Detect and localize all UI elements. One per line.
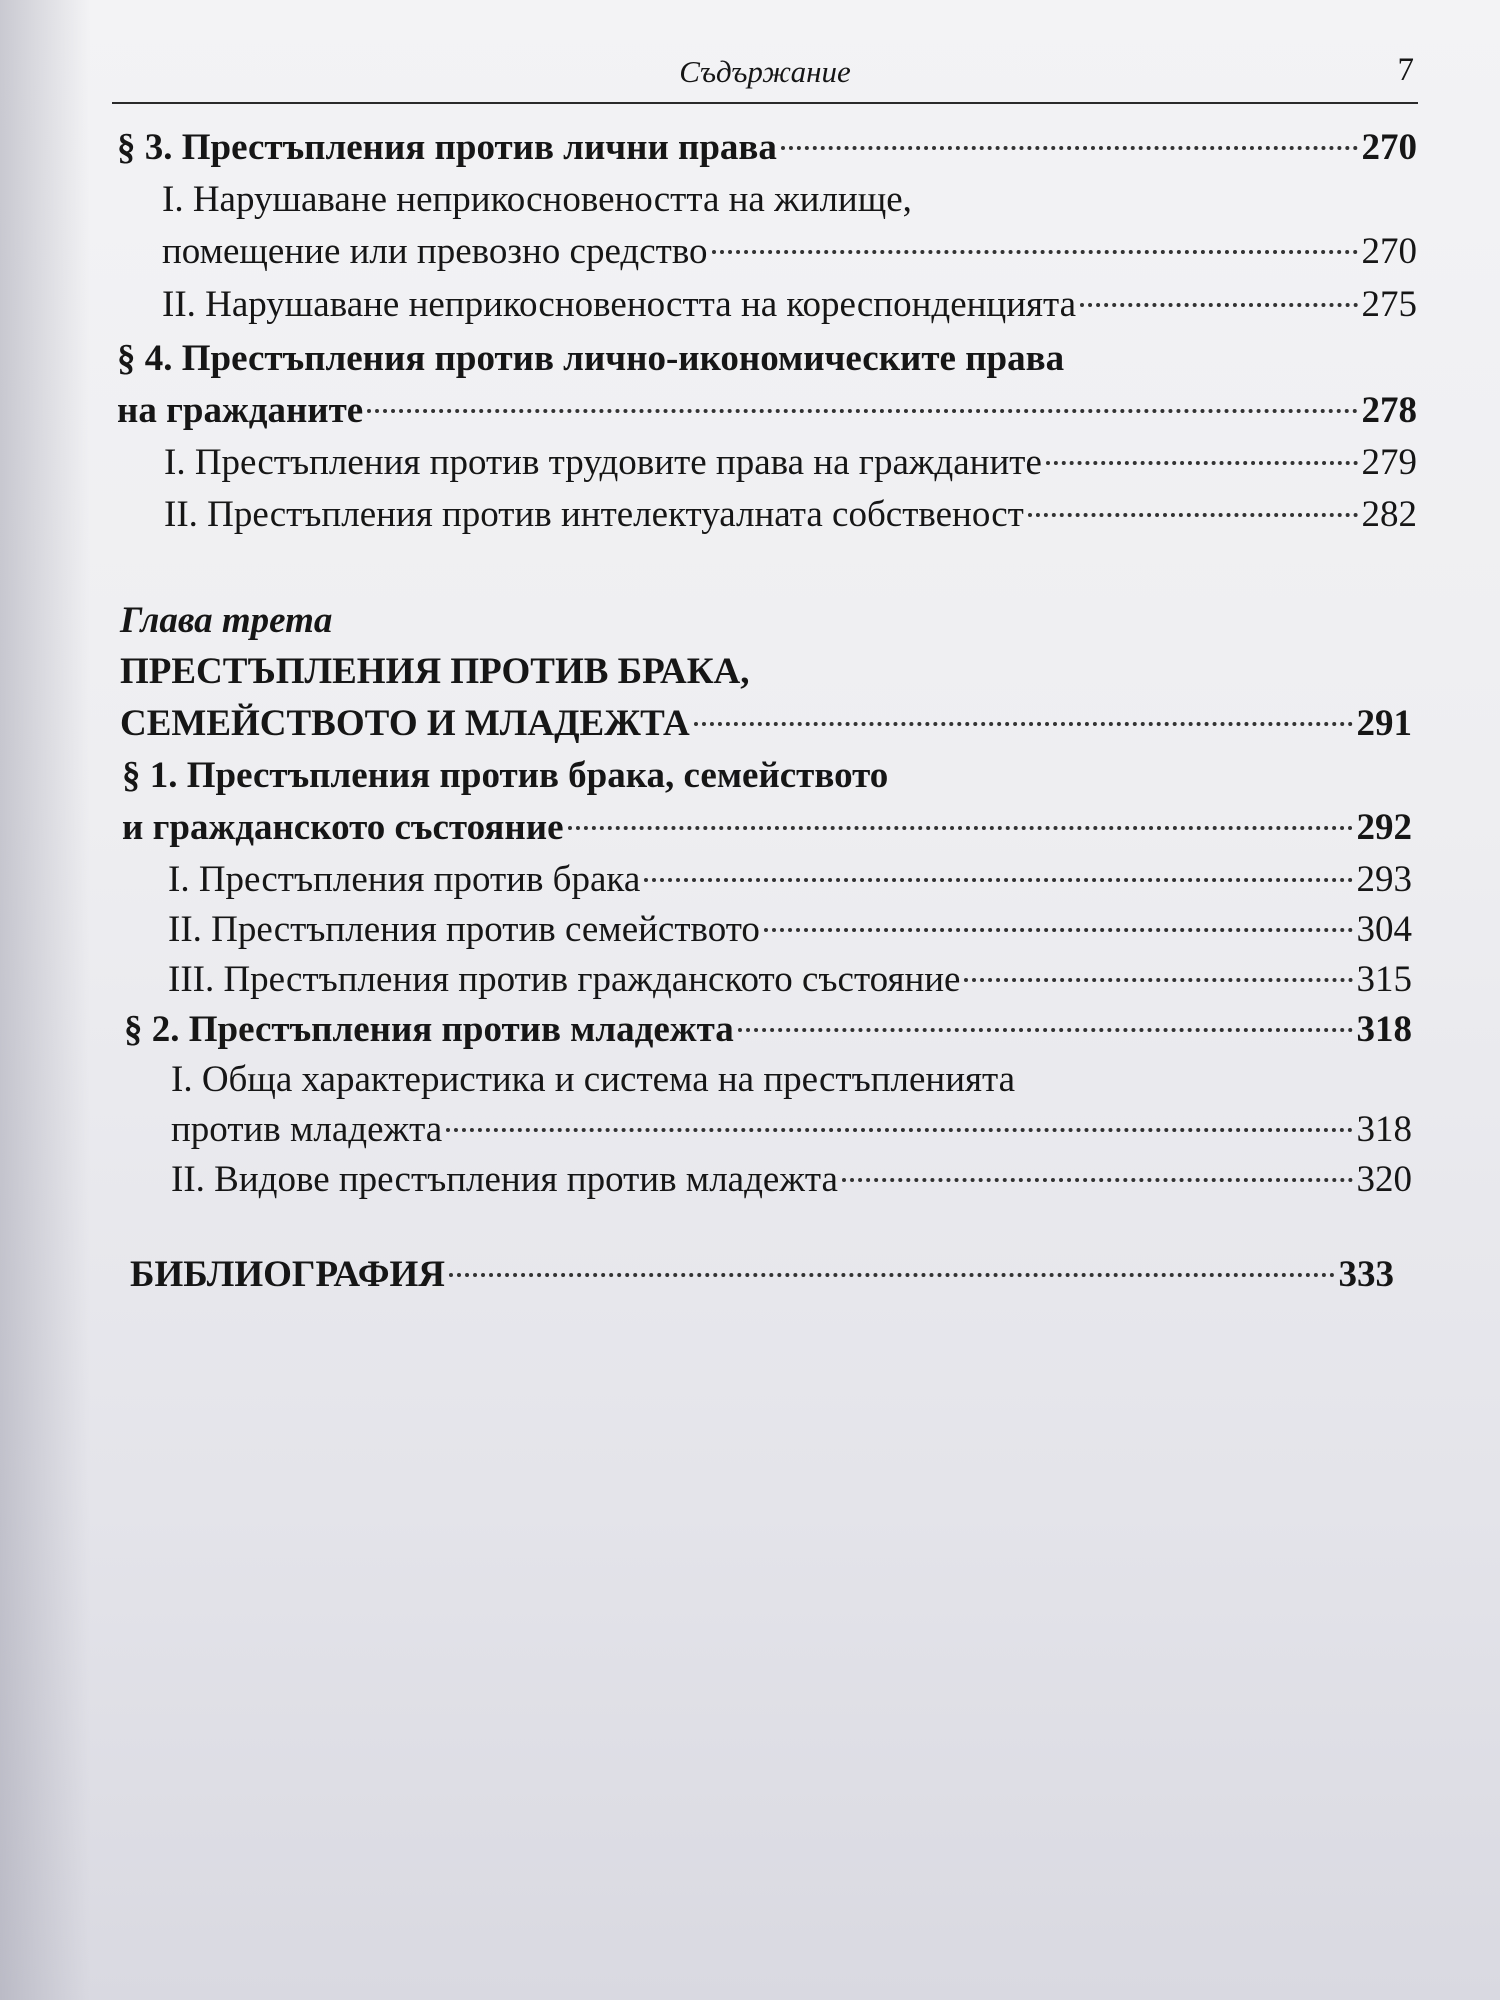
toc-entry-title: II. Нарушаване неприкосновеността на кореспонденцията (162, 284, 1077, 325)
toc-entry-c2-i-line2 (171, 1106, 1412, 1154)
toc-entry-title: против младежта (171, 1109, 443, 1150)
toc-entry-title: БИБЛИОГРАФИЯ (130, 1254, 445, 1295)
toc-entry-c2-i-line1 (171, 1056, 1015, 1104)
toc-entry-c1-i (168, 856, 1412, 904)
toc-entry-page: 318 (1356, 1009, 1412, 1050)
toc-entry-title: I. Престъпления против брака (168, 859, 641, 900)
toc-entry-title: § 1. Престъпления против брака, семейството (122, 755, 889, 796)
chapter-title-text: ПРЕСТЪПЛЕНИЯ ПРОТИВ БРАКА, (120, 651, 750, 692)
toc-leader-dots (764, 928, 1353, 932)
toc-entry-page: 293 (1356, 859, 1412, 900)
toc-leader-dots (738, 1028, 1353, 1032)
toc-entry-bibliography (130, 1251, 1394, 1299)
toc-leader-dots (781, 146, 1358, 150)
toc-leader-dots (964, 978, 1352, 982)
toc-entry-page: 278 (1361, 390, 1417, 431)
toc-leader-dots (644, 878, 1352, 882)
toc-entry-title: I. Престъпления против трудовите права на гражданите (164, 442, 1042, 483)
toc-leader-dots (446, 1128, 1352, 1132)
toc-entry-page: 282 (1361, 494, 1417, 535)
toc-entry-section-4-line2 (117, 387, 1417, 435)
toc-entry-page: 318 (1356, 1109, 1412, 1150)
toc-entry-title: помещение или превозно средство (162, 231, 708, 272)
toc-entry-page: 275 (1361, 284, 1417, 325)
header-title: Съдържание (679, 54, 851, 89)
toc-entry-page: 270 (1361, 127, 1417, 168)
toc-entry-title: I. Нарушаване неприкосновеността на жилище, (162, 179, 912, 220)
toc-leader-dots (568, 826, 1353, 830)
toc-entry-page: 304 (1356, 909, 1412, 950)
chapter-title-line1 (120, 648, 750, 696)
toc-leader-dots (1046, 461, 1358, 465)
toc-entry-c1-line2 (122, 804, 1412, 852)
toc-entry-s3-i-line1 (162, 176, 912, 224)
toc-entry-page: 291 (1356, 703, 1412, 744)
toc-entry-section-3 (117, 124, 1417, 172)
toc-entry-title: III. Престъпления против гражданското състояние (168, 959, 961, 1000)
toc-entry-section-4-line1 (117, 335, 1064, 383)
toc-entry-page: 320 (1356, 1159, 1412, 1200)
toc-entry-s3-i-line2 (162, 228, 1417, 276)
toc-leader-dots (712, 250, 1358, 254)
chapter-title-text: СЕМЕЙСТВОТО И МЛАДЕЖТА (120, 703, 690, 744)
toc-entry-title: и гражданското състояние (122, 807, 564, 848)
toc-entry-page: 315 (1356, 959, 1412, 1000)
toc-entry-title: II. Престъпления против интелектуалната собственост (164, 494, 1024, 535)
toc-entry-title: § 2. Престъпления против младежта (124, 1009, 734, 1050)
toc-leader-dots (1080, 303, 1357, 307)
chapter-title-line2 (120, 700, 1412, 748)
toc-entry-title: I. Обща характеристика и система на престъпленията (171, 1059, 1016, 1100)
chapter-label-text: Глава трета (120, 600, 333, 641)
toc-entry-s3-ii (162, 281, 1417, 329)
chapter-label (120, 597, 332, 645)
toc-leader-dots (694, 722, 1353, 726)
toc-entry-page: 270 (1361, 231, 1417, 272)
toc-entry-title: § 3. Престъпления против лични права (117, 127, 777, 168)
toc-entry-c2 (124, 1006, 1412, 1054)
toc-entry-page: 333 (1338, 1254, 1394, 1295)
toc-entry-title: II. Видове престъпления против младежта (171, 1159, 838, 1200)
toc-entry-title: на гражданите (117, 390, 364, 431)
toc-entry-c1-line1 (122, 752, 888, 800)
header-page-number: 7 (1397, 52, 1414, 88)
toc-entry-title: § 4. Престъпления против лично-икономическите права (117, 338, 1065, 379)
toc-entry-c1-iii (168, 956, 1412, 1004)
toc-entry-s4-i (164, 439, 1417, 487)
toc-entry-title: II. Престъпления против семейството (168, 909, 760, 950)
toc-leader-dots (367, 409, 1357, 413)
toc-entry-c2-ii (171, 1156, 1412, 1204)
running-header (112, 52, 1418, 104)
toc-entry-c1-ii (168, 906, 1412, 954)
toc-entry-page: 279 (1361, 442, 1417, 483)
toc-entry-s4-ii (164, 491, 1417, 539)
toc-leader-dots (449, 1273, 1335, 1277)
toc-leader-dots (842, 1178, 1353, 1182)
toc-entry-page: 292 (1356, 807, 1412, 848)
toc-leader-dots (1028, 513, 1358, 517)
